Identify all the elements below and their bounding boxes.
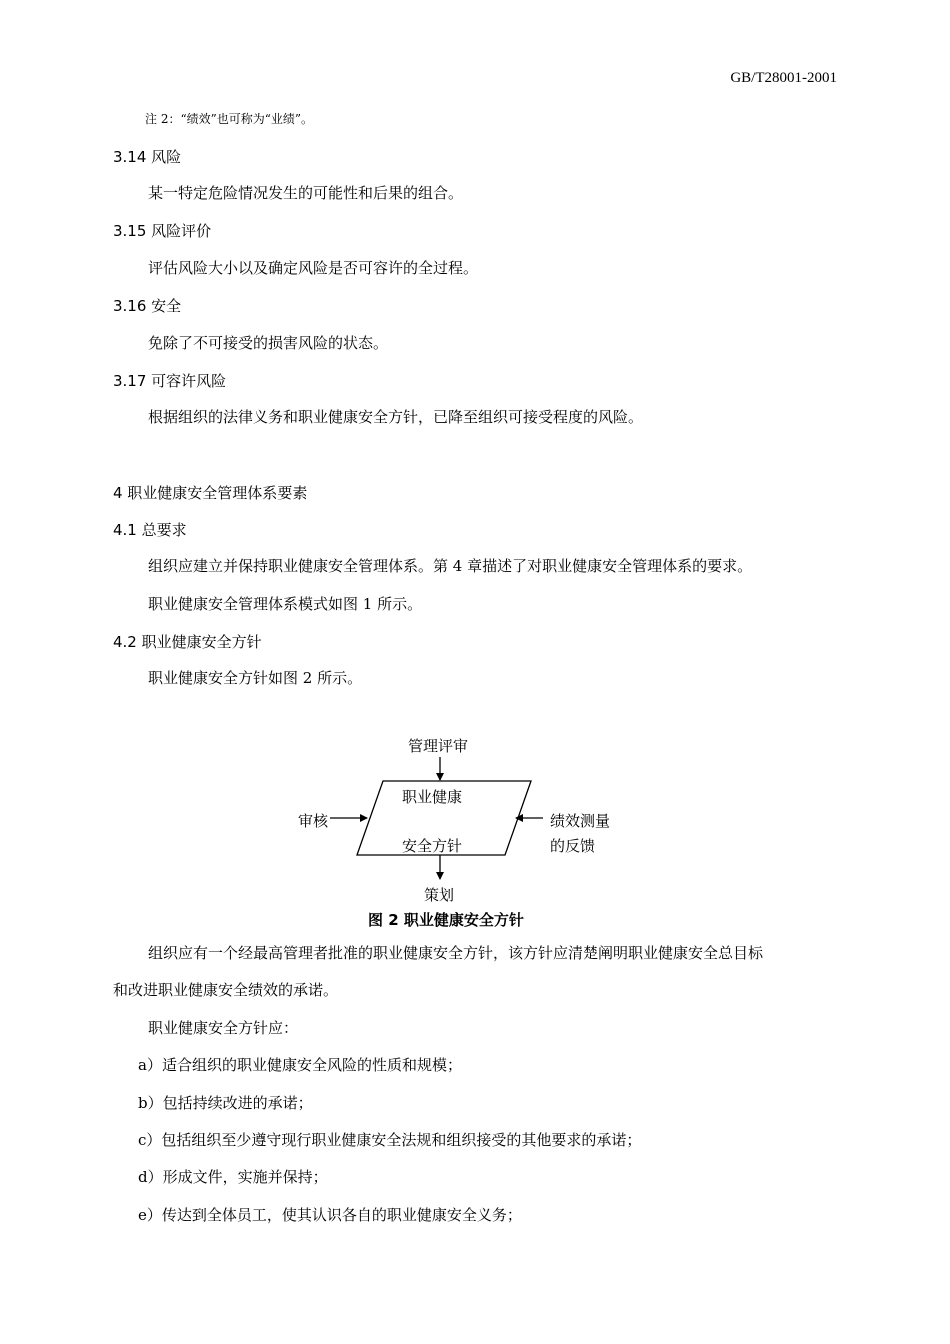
policy-paragraph-line2: 和改进职业健康安全绩效的承诺。 — [113, 981, 339, 999]
list-item-c: c）包括组织至少遵守现行职业健康安全法规和组织接受的其他要求的承诺； — [138, 1131, 642, 1149]
list-item-e: e）传达到全体员工，使其认识各自的职业健康安全义务； — [138, 1206, 522, 1224]
heading-4: 4 职业健康安全管理体系要素 — [113, 484, 308, 502]
definition-3-16: 免除了不可接受的损害风险的状态。 — [148, 334, 389, 352]
list-item-b: b）包括持续改进的承诺； — [138, 1094, 313, 1112]
paragraph-4-1-b: 职业健康安全管理体系模式如图 1 所示。 — [148, 595, 423, 613]
policy-list-intro: 职业健康安全方针应： — [148, 1019, 299, 1037]
paragraph-4-1-a: 组织应建立并保持职业健康安全管理体系。第 4 章描述了对职业健康安全管理体系的要求。 — [148, 557, 753, 575]
label-box-line1: 职业健康 — [402, 788, 463, 806]
heading-3-16: 3.16 安全 — [113, 297, 182, 315]
heading-3-14: 3.14 风险 — [113, 148, 182, 166]
definition-3-15: 评估风险大小以及确定风险是否可容许的全过程。 — [148, 259, 479, 277]
heading-4-1: 4.1 总要求 — [113, 521, 187, 539]
list-item-a: a）适合组织的职业健康安全风险的性质和规模； — [138, 1056, 462, 1074]
heading-3-17: 3.17 可容许风险 — [113, 372, 227, 390]
list-item-d: d）形成文件，实施并保持； — [138, 1168, 328, 1186]
document-id: GB/T28001-2001 — [730, 70, 837, 86]
paragraph-4-2: 职业健康安全方针如图 2 所示。 — [148, 669, 363, 687]
definition-3-14: 某一特定危险情况发生的可能性和后果的组合。 — [148, 184, 464, 202]
label-planning: 策划 — [424, 886, 455, 904]
note-2: 注 2：“绩效”也可称为“业绩”。 — [145, 112, 313, 126]
figure-caption: 图 2 职业健康安全方针 — [368, 911, 524, 929]
policy-paragraph-line1: 组织应有一个经最高管理者批准的职业健康安全方针，该方针应清楚阐明职业健康安全总目标 — [148, 944, 764, 962]
label-management-review: 管理评审 — [408, 737, 469, 755]
heading-4-2: 4.2 职业健康安全方针 — [113, 633, 262, 651]
label-box-line2: 安全方针 — [402, 837, 463, 855]
heading-3-15: 3.15 风险评价 — [113, 222, 212, 240]
label-audit: 审核 — [298, 812, 329, 830]
label-feedback-line2: 的反馈 — [550, 837, 596, 855]
label-feedback-line1: 绩效测量 — [550, 812, 611, 830]
definition-3-17: 根据组织的法律义务和职业健康安全方针，已降至组织可接受程度的风险。 — [148, 408, 644, 426]
